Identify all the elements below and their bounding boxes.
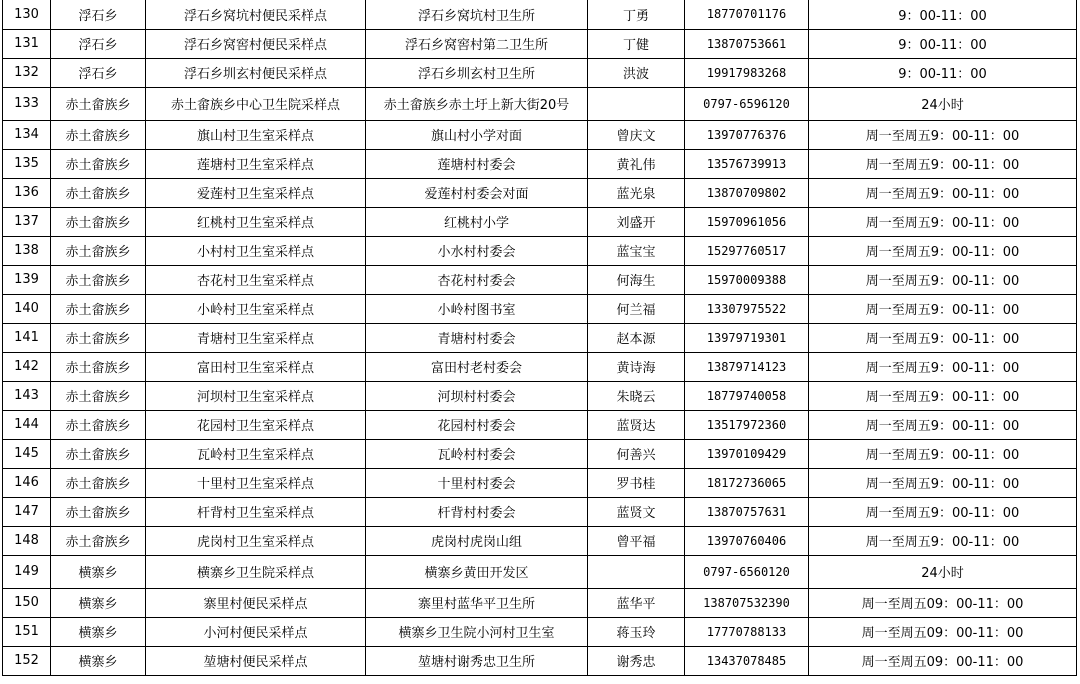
sampling-site-cell: 堃塘村便民采样点 [146,646,366,675]
township-cell: 横寨乡 [51,588,146,617]
service-hours-cell: 周一至周五09：00-11：00 [809,588,1077,617]
township-cell: 赤土畲族乡 [51,265,146,294]
sampling-site-cell: 浮石乡窝窖村便民采样点 [146,29,366,58]
row-number-cell: 136 [3,178,51,207]
table-row [3,0,1077,29]
sampling-site-cell: 爱莲村卫生室采样点 [146,178,366,207]
row-number-cell: 145 [3,439,51,468]
location-cell: 浮石乡圳玄村卫生所 [366,58,588,87]
location-cell: 浮石乡窝窖村第二卫生所 [366,29,588,58]
location-cell: 赤土畲族乡赤土圩上新大街20号 [366,87,588,120]
contact-person-cell: 洪波 [588,58,685,87]
row-number-cell: 137 [3,207,51,236]
service-hours-cell: 周一至周五09：00-11：00 [809,617,1077,646]
contact-person-cell: 何兰福 [588,294,685,323]
service-hours-cell: 周一至周五9：00-11：00 [809,236,1077,265]
contact-person-cell: 曾庆文 [588,120,685,149]
sampling-site-table [2,0,1077,676]
table-row [3,178,1077,207]
table-row [3,497,1077,526]
location-cell: 浮石乡窝坑村卫生所 [366,0,588,29]
phone-cell: 13870709802 [685,178,809,207]
phone-cell: 13517972360 [685,410,809,439]
contact-person-cell [588,87,685,120]
table-row [3,439,1077,468]
service-hours-cell: 周一至周五9：00-11：00 [809,439,1077,468]
sampling-site-cell: 十里村卫生室采样点 [146,468,366,497]
location-cell: 横寨乡黄田开发区 [366,555,588,588]
township-cell: 赤土畲族乡 [51,323,146,352]
sampling-site-cell: 浮石乡圳玄村便民采样点 [146,58,366,87]
contact-person-cell: 何海生 [588,265,685,294]
row-number-cell: 152 [3,646,51,675]
row-number-cell: 150 [3,588,51,617]
phone-cell: 13870757631 [685,497,809,526]
township-cell: 赤土畲族乡 [51,497,146,526]
contact-person-cell: 丁健 [588,29,685,58]
row-number-cell: 148 [3,526,51,555]
location-cell: 旗山村小学对面 [366,120,588,149]
township-cell: 赤土畲族乡 [51,439,146,468]
sampling-site-cell: 杏花村卫生室采样点 [146,265,366,294]
service-hours-cell: 周一至周五9：00-11：00 [809,526,1077,555]
table-row [3,555,1077,588]
location-cell: 红桃村小学 [366,207,588,236]
phone-cell: 15297760517 [685,236,809,265]
phone-cell: 13576739913 [685,149,809,178]
sampling-site-cell: 虎岗村卫生室采样点 [146,526,366,555]
location-cell: 富田村老村委会 [366,352,588,381]
sampling-site-cell: 青塘村卫生室采样点 [146,323,366,352]
township-cell: 赤土畲族乡 [51,87,146,120]
location-cell: 寨里村蓝华平卫生所 [366,588,588,617]
location-cell: 河坝村村委会 [366,381,588,410]
row-number-cell: 135 [3,149,51,178]
row-number-cell: 140 [3,294,51,323]
contact-person-cell: 何善兴 [588,439,685,468]
row-number-cell: 139 [3,265,51,294]
location-cell: 堃塘村谢秀忠卫生所 [366,646,588,675]
phone-cell: 19917983268 [685,58,809,87]
township-cell: 横寨乡 [51,555,146,588]
table-row [3,87,1077,120]
row-number-cell: 130 [3,0,51,29]
sampling-site-cell: 河坝村卫生室采样点 [146,381,366,410]
contact-person-cell [588,555,685,588]
location-cell: 青塘村村委会 [366,323,588,352]
sampling-site-cell: 浮石乡窝坑村便民采样点 [146,0,366,29]
sampling-site-cell: 小岭村卫生室采样点 [146,294,366,323]
phone-cell: 13970776376 [685,120,809,149]
table-row [3,468,1077,497]
township-cell: 赤土畲族乡 [51,178,146,207]
sampling-site-cell: 小河村便民采样点 [146,617,366,646]
table-row [3,646,1077,675]
contact-person-cell: 罗书桂 [588,468,685,497]
township-cell: 赤土畲族乡 [51,294,146,323]
service-hours-cell: 周一至周五9：00-11：00 [809,207,1077,236]
row-number-cell: 144 [3,410,51,439]
township-cell: 赤土畲族乡 [51,526,146,555]
township-cell: 浮石乡 [51,58,146,87]
phone-cell: 13437078485 [685,646,809,675]
contact-person-cell: 赵本源 [588,323,685,352]
phone-cell: 0797-6560120 [685,555,809,588]
table-row [3,149,1077,178]
phone-cell: 13879714123 [685,352,809,381]
row-number-cell: 141 [3,323,51,352]
table-row [3,588,1077,617]
service-hours-cell: 周一至周五9：00-11：00 [809,352,1077,381]
sampling-site-cell: 杆背村卫生室采样点 [146,497,366,526]
table-row [3,410,1077,439]
table-row [3,120,1077,149]
sampling-site-cell: 赤土畲族乡中心卫生院采样点 [146,87,366,120]
phone-cell: 15970009388 [685,265,809,294]
sampling-site-cell: 红桃村卫生室采样点 [146,207,366,236]
row-number-cell: 149 [3,555,51,588]
row-number-cell: 142 [3,352,51,381]
service-hours-cell: 9：00-11：00 [809,58,1077,87]
service-hours-cell: 周一至周五9：00-11：00 [809,323,1077,352]
row-number-cell: 146 [3,468,51,497]
sampling-site-cell: 莲塘村卫生室采样点 [146,149,366,178]
sampling-site-cell: 小村村卫生室采样点 [146,236,366,265]
table-row [3,265,1077,294]
sampling-site-cell: 富田村卫生室采样点 [146,352,366,381]
table-row [3,526,1077,555]
township-cell: 赤土畲族乡 [51,352,146,381]
sampling-site-cell: 花园村卫生室采样点 [146,410,366,439]
phone-cell: 13970109429 [685,439,809,468]
location-cell: 瓦岭村村委会 [366,439,588,468]
township-cell: 横寨乡 [51,617,146,646]
township-cell: 赤土畲族乡 [51,468,146,497]
township-cell: 赤土畲族乡 [51,207,146,236]
table-row [3,381,1077,410]
location-cell: 爱莲村村委会对面 [366,178,588,207]
service-hours-cell: 周一至周五9：00-11：00 [809,120,1077,149]
service-hours-cell: 9：00-11：00 [809,0,1077,29]
contact-person-cell: 蓝贤文 [588,497,685,526]
township-cell: 赤土畲族乡 [51,236,146,265]
location-cell: 横寨乡卫生院小河村卫生室 [366,617,588,646]
row-number-cell: 131 [3,29,51,58]
service-hours-cell: 周一至周五9：00-11：00 [809,497,1077,526]
township-cell: 赤土畲族乡 [51,381,146,410]
phone-cell: 13979719301 [685,323,809,352]
row-number-cell: 147 [3,497,51,526]
phone-cell: 13307975522 [685,294,809,323]
table-row [3,58,1077,87]
contact-person-cell: 蓝贤达 [588,410,685,439]
location-cell: 小水村村委会 [366,236,588,265]
township-cell: 浮石乡 [51,0,146,29]
contact-person-cell: 刘盛开 [588,207,685,236]
contact-person-cell: 曾平福 [588,526,685,555]
contact-person-cell: 黄诗海 [588,352,685,381]
sampling-site-cell: 寨里村便民采样点 [146,588,366,617]
table-row [3,617,1077,646]
phone-cell: 18172736065 [685,468,809,497]
phone-cell: 0797-6596120 [685,87,809,120]
phone-cell: 138707532390 [685,588,809,617]
location-cell: 杆背村村委会 [366,497,588,526]
contact-person-cell: 丁勇 [588,0,685,29]
phone-cell: 13970760406 [685,526,809,555]
township-cell: 赤土畲族乡 [51,410,146,439]
location-cell: 莲塘村村委会 [366,149,588,178]
table-row [3,236,1077,265]
service-hours-cell: 24小时 [809,555,1077,588]
service-hours-cell: 周一至周五9：00-11：00 [809,294,1077,323]
township-cell: 赤土畲族乡 [51,120,146,149]
location-cell: 小岭村图书室 [366,294,588,323]
service-hours-cell: 周一至周五9：00-11：00 [809,265,1077,294]
township-cell: 赤土畲族乡 [51,149,146,178]
service-hours-cell: 周一至周五9：00-11：00 [809,410,1077,439]
table-row [3,323,1077,352]
service-hours-cell: 周一至周五9：00-11：00 [809,149,1077,178]
contact-person-cell: 朱晓云 [588,381,685,410]
table-row [3,29,1077,58]
row-number-cell: 151 [3,617,51,646]
table-row [3,352,1077,381]
row-number-cell: 143 [3,381,51,410]
row-number-cell: 138 [3,236,51,265]
location-cell: 花园村村委会 [366,410,588,439]
contact-person-cell: 黄礼伟 [588,149,685,178]
sampling-site-cell: 横寨乡卫生院采样点 [146,555,366,588]
township-cell: 浮石乡 [51,29,146,58]
phone-cell: 17770788133 [685,617,809,646]
service-hours-cell: 周一至周五9：00-11：00 [809,178,1077,207]
service-hours-cell: 周一至周五9：00-11：00 [809,381,1077,410]
phone-cell: 13870753661 [685,29,809,58]
township-cell: 横寨乡 [51,646,146,675]
sampling-site-cell: 瓦岭村卫生室采样点 [146,439,366,468]
phone-cell: 18770701176 [685,0,809,29]
row-number-cell: 132 [3,58,51,87]
service-hours-cell: 9：00-11：00 [809,29,1077,58]
service-hours-cell: 周一至周五9：00-11：00 [809,468,1077,497]
row-number-cell: 133 [3,87,51,120]
table-row [3,294,1077,323]
table-body [3,0,1077,675]
contact-person-cell: 蓝光泉 [588,178,685,207]
location-cell: 十里村村委会 [366,468,588,497]
location-cell: 虎岗村虎岗山组 [366,526,588,555]
phone-cell: 18779740058 [685,381,809,410]
contact-person-cell: 蓝宝宝 [588,236,685,265]
contact-person-cell: 蓝华平 [588,588,685,617]
contact-person-cell: 谢秀忠 [588,646,685,675]
phone-cell: 15970961056 [685,207,809,236]
table-row [3,207,1077,236]
sampling-site-cell: 旗山村卫生室采样点 [146,120,366,149]
service-hours-cell: 24小时 [809,87,1077,120]
service-hours-cell: 周一至周五09：00-11：00 [809,646,1077,675]
row-number-cell: 134 [3,120,51,149]
contact-person-cell: 蒋玉玲 [588,617,685,646]
location-cell: 杏花村村委会 [366,265,588,294]
